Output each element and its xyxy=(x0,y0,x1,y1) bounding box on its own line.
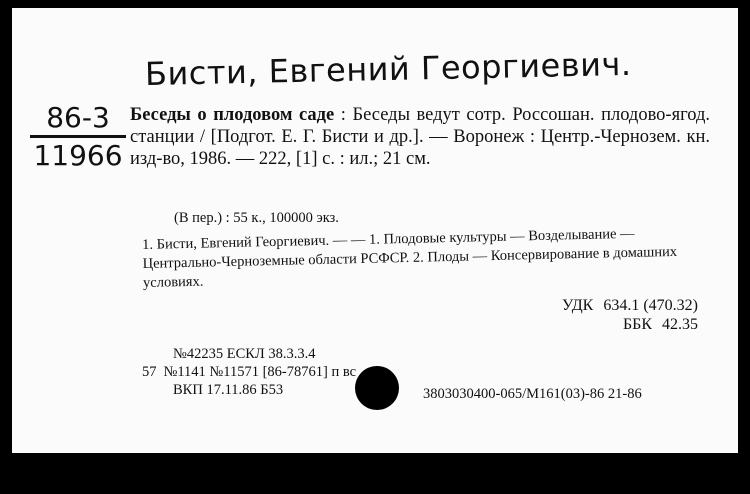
isbn-code-line: 3803030400-065/М161(03)-86 21-86 xyxy=(423,386,642,402)
shelfmark-top: 86-3 xyxy=(46,101,110,134)
registration-block xyxy=(142,345,356,399)
bbk-value: 42.35 xyxy=(662,316,698,333)
punch-hole xyxy=(355,366,399,410)
udk-value: 634.1 (470.32) xyxy=(603,297,698,314)
scan-border-top xyxy=(0,0,750,8)
classification-codes xyxy=(562,296,698,334)
udk-row xyxy=(562,296,698,315)
udk-label: УДК xyxy=(562,297,594,314)
reg-line-1: №42235 ЕСКЛ 38.3.3.4 xyxy=(173,346,316,362)
reg-line-3: ВКП 17.11.86 Б53 xyxy=(173,382,284,398)
scan-border-bottom xyxy=(0,453,750,494)
shelfmark xyxy=(30,103,126,171)
shelfmark-divider xyxy=(30,135,126,138)
description-body: : Беседы ведут сотр. Россошан. плодово-ягод. станции / [Подгот. Е. Г. Бисти и др.]. — Воронеж : Центр.-Чернозем. кн. изд-во, 1986. — 222, [1] с. : ил.; 21 см. xyxy=(130,105,710,169)
bibliographic-description xyxy=(130,104,710,170)
handwritten-author-name: Бисти, Евгений Георгиевич. xyxy=(144,44,632,94)
reg-line-2-text: №1141 №11571 [86-78761] п вс xyxy=(163,364,357,380)
price-edition-line: (В пер.) : 55 к., 100000 экз. xyxy=(174,210,339,226)
shelfmark-bottom: 11966 xyxy=(33,139,123,172)
book-title: Беседы о плодовом саде xyxy=(130,105,335,125)
reg-line-2-prefix: 57 xyxy=(142,364,157,380)
subject-headings: 1. Бисти, Евгений Георгиевич. — — 1. Плодовые культуры — Возделывание — Центрально-Черноземные области РСФСР. 2. Плоды — Консервирование в домашних условиях. xyxy=(142,225,678,291)
bbk-label: ББК xyxy=(622,316,652,333)
bbk-row xyxy=(562,315,698,334)
reg-line-2 xyxy=(142,363,356,381)
